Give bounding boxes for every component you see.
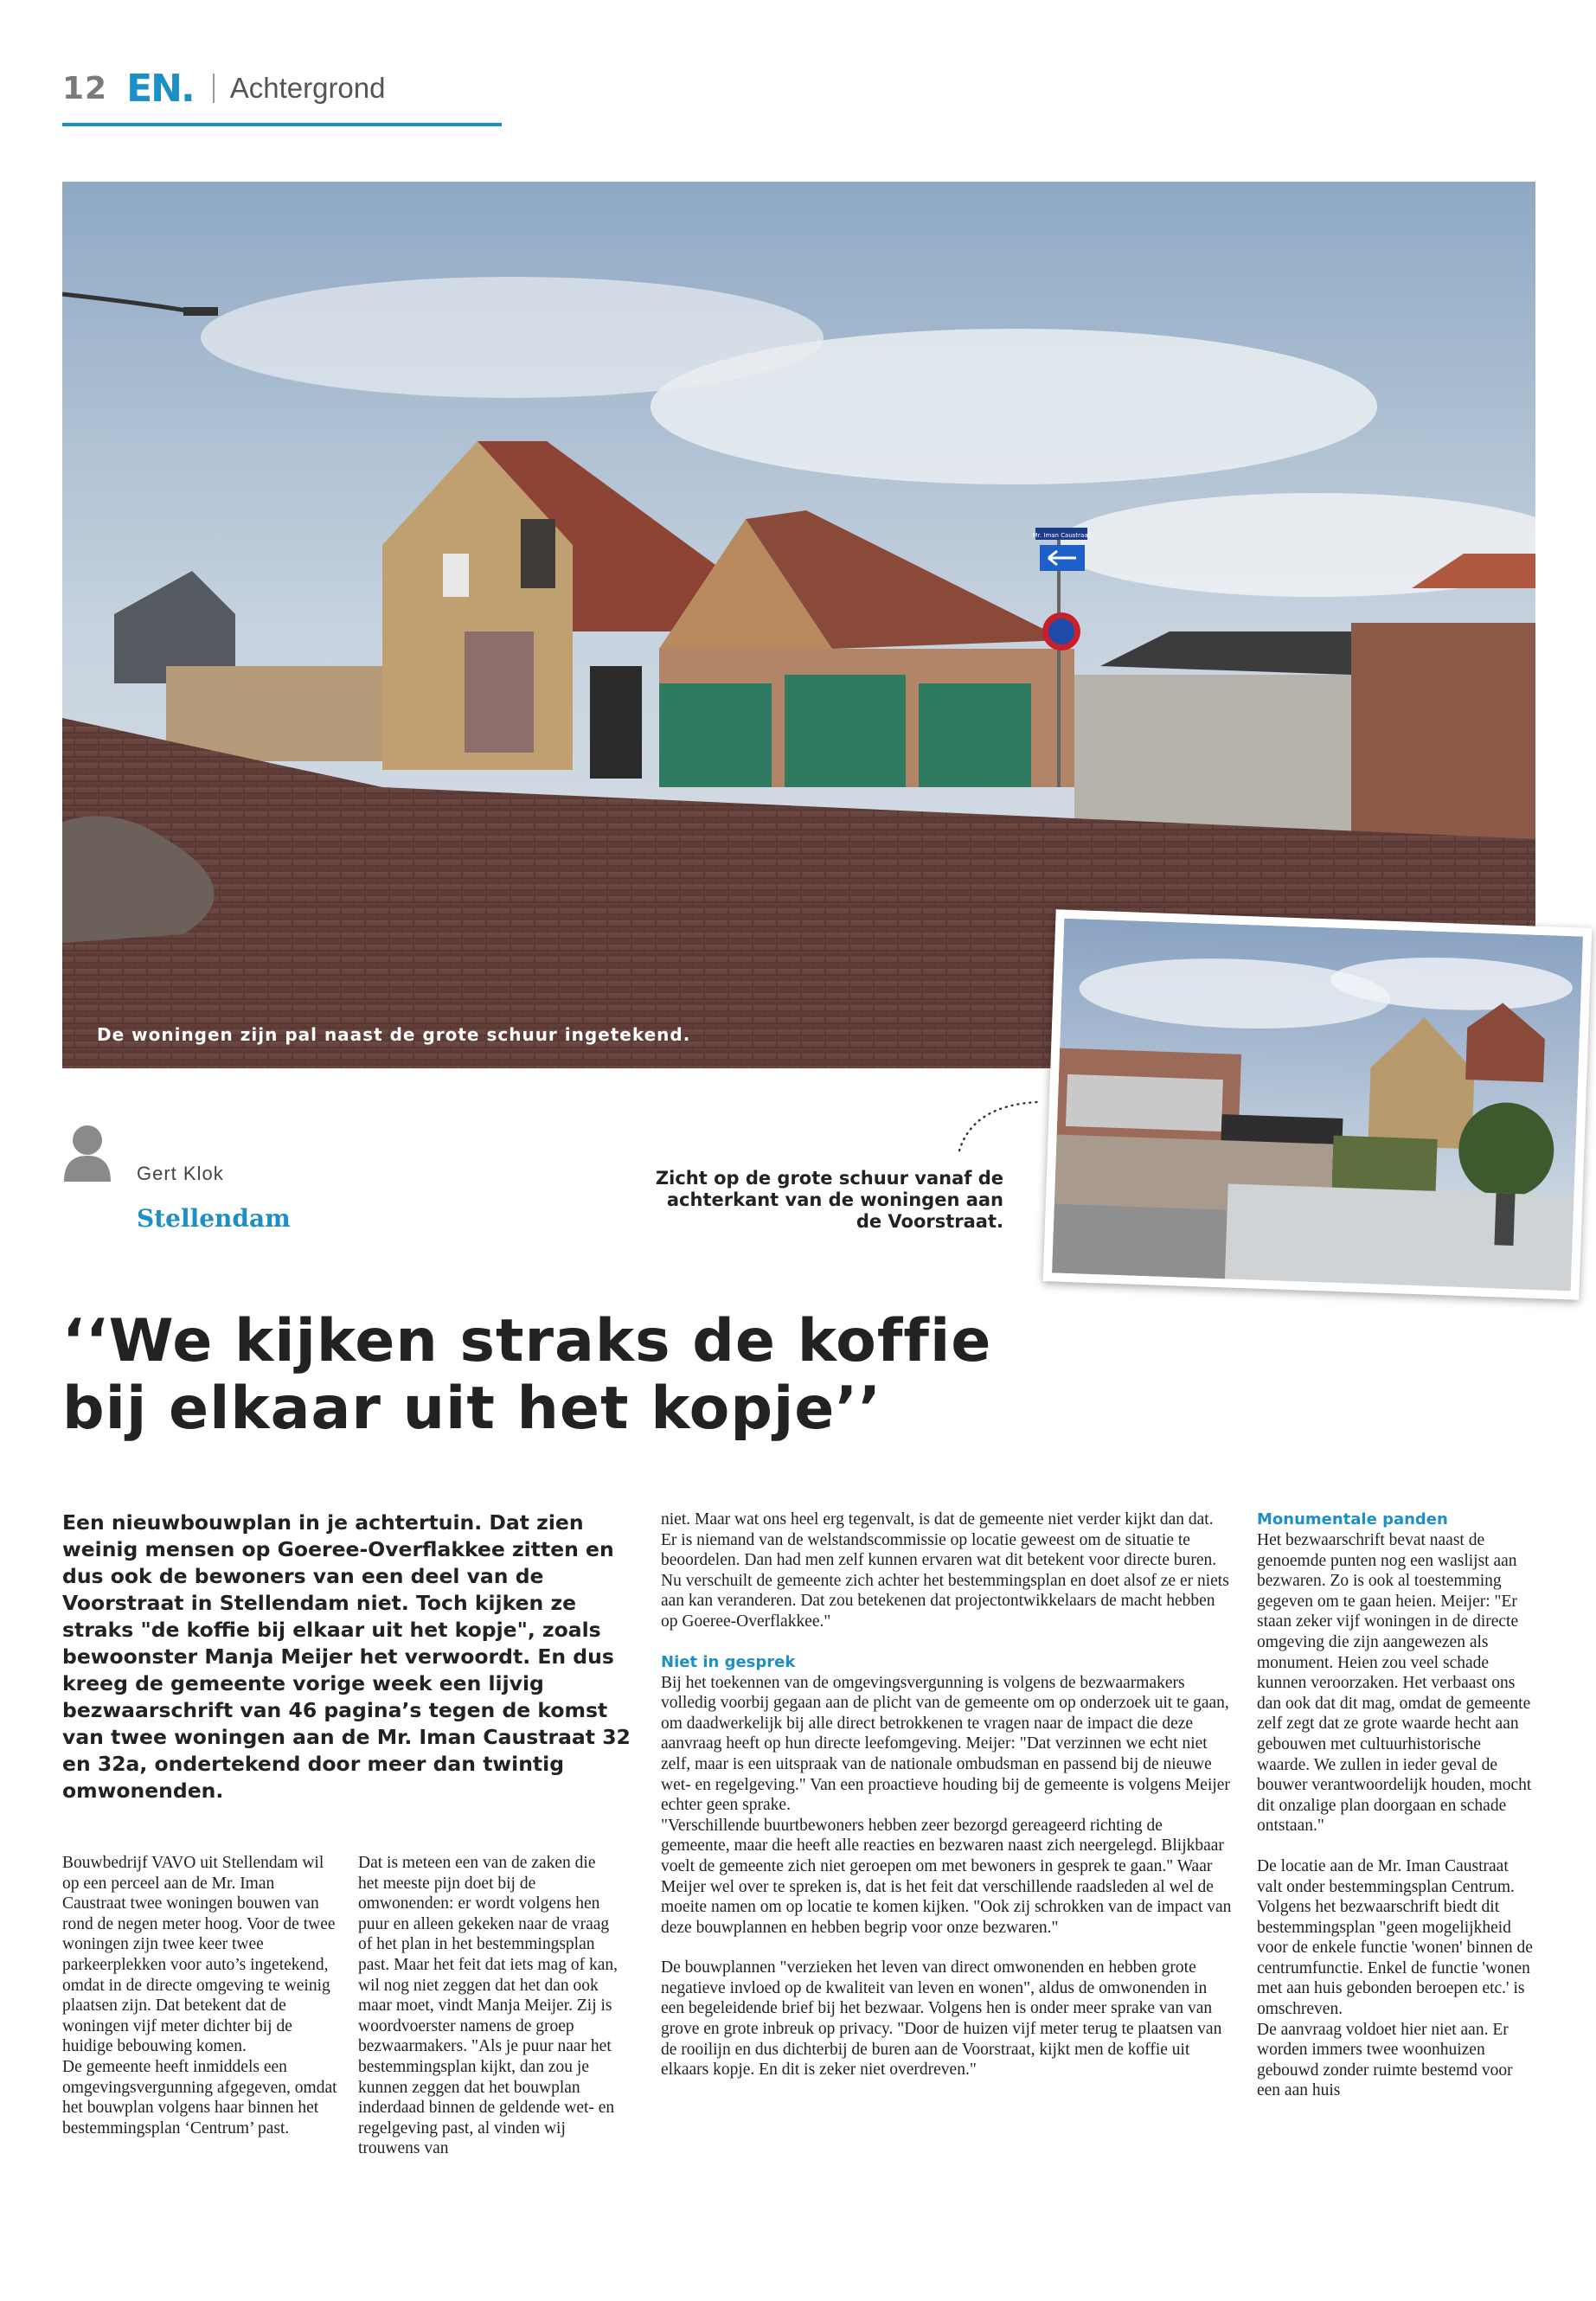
header-rule bbox=[62, 123, 502, 126]
header-divider bbox=[213, 74, 215, 103]
article-headline: ‘‘We kijken straks de koffie bij elkaar uit het kopje’’ bbox=[62, 1307, 992, 1443]
body-column-1 bbox=[62, 1853, 339, 2138]
paragraph: De aanvraag voldoet hier niet aan. Er worden immers twee woonhuizen gebouwd zonder ruimte bestemd voor een aan huis bbox=[1257, 2020, 1513, 2100]
paragraph: De locatie aan de Mr. Iman Caustraat valt onder bestemmingsplan Centrum. Volgens het bezwaarschrift biedt dit bestemmingsplan "geen mogelijkheid voor de enkele functie 'wonen' binnen de centrumfunctie. Enkel de functie 'wonen met aan huis gebonden beroepen etc.' is omschreven. bbox=[1257, 1856, 1533, 2019]
body-column-4 bbox=[1257, 1509, 1534, 2101]
page-number: 12 bbox=[62, 70, 108, 106]
paragraph: De bouwplannen "verzieken het leven van direct omwonenden en hebben grote negatieve invloed op de kwaliteit van leven en wonen", aldus de omwonenden in een begeleidende brief bij het bezwaar. Volgens hen is onder meer sprake van van grove en grote inbreuk op privacy. "Door de huizen vijf meter terug te plaatsen van de rooilijn en dus dichterbij de buren aan de Voorstraat, kijkt men de koffie uit elkaars kopje. En dit is zeker niet overdreven." bbox=[661, 1958, 1222, 2080]
author-avatar-icon bbox=[62, 1125, 112, 1182]
paragraph: Het bezwaarschrift bevat naast de genoemde punten nog een waslijst aan bezwaren. Zo is ook al toestemming gegeven om te gaan heien. Meijer: "Er staan zeker vijf woningen in de directe omgeving die zijn aangewezen als monument. Heien zou veel schade kunnen veroorzaken. Het verbaast ons dan ook dat dit mag, omdat de gemeente zelf zegt dat ze grote waarde hecht aan gebouwen met cultuurhistorische waarde. We zullen in ieder geval de bouwer verantwoordelijk houden, mocht dit onzalige plan doorgaan en schade ontstaan." bbox=[1257, 1531, 1532, 1836]
dateline-location: Stellendam bbox=[137, 1204, 291, 1233]
subheading-niet-in-gesprek: Niet in gesprek bbox=[661, 1652, 796, 1671]
paragraph: De gemeente heeft inmiddels een omgevingsvergunning afgegeven, omdat het bouwplan volgens haar binnen het bestemmingsplan ‘Centrum’ past. bbox=[62, 2057, 337, 2138]
paragraph: Bouwbedrijf VAVO uit Stellendam wil op een perceel aan de Mr. Iman Caustraat twee woningen bouwen van rond de negen meter hoog. Voor de twee woningen zijn twee keer twee parkeerplekken voor auto’s ingetekend, omdat in de directe omgeving te weinig plaatsen zijn. Dat betekent dat de woningen vijf meter dichter bij de huidige bebouwing komen. bbox=[62, 1854, 336, 2056]
author-name: Gert Klok bbox=[137, 1163, 224, 1184]
paragraph: "Verschillende buurtbewoners hebben zeer bezorgd gereageerd richting de gemeente, maar die heeft alle reacties en bezwaren naast zich neergelegd. Blijkbaar voelt de gemeente zich niet geroepen om met bewoners in gesprek te gaan." Waar Meijer wel over te spreken is, dat is het feit dat verschillende raadsleden al wel de moeite namen om op locatie te komen kijken. "Ook zij schrokken van de impact van deze bouwplannen en hebben begrip voor onze bezwaren." bbox=[661, 1816, 1232, 1937]
paragraph: Dat is meteen een van de zaken die het meeste pijn doet bij de omwonenden: er wordt volgens hen puur en alleen gekeken naar de vraag of het plan in het bestemmingsplan past. Maar het feit dat iets mag of kan, wil nog niet zeggen dat het dan ook maar moet, vindt Manja Meijer. Zij is woordvoerster namens de groep bezwaarmakers. "Als je puur naar het bestemmingsplan kijkt, dan zou je kunnen zeggen dat het bouwplan inderdaad binnen de geldende wet- en regelgeving past, al vinden wij trouwens van bbox=[358, 1854, 618, 2158]
subheading-monumentale-panden: Monumentale panden bbox=[1257, 1510, 1448, 1529]
inset-photo-caption: Zicht op de grote schuur vanaf de achterkant van de woningen aan de Voorstraat. bbox=[655, 1168, 1003, 1232]
page-header bbox=[62, 67, 386, 109]
street-sign-label: Mr. Iman Caustraat bbox=[1032, 532, 1091, 539]
inset-photo bbox=[1043, 909, 1593, 1299]
newspaper-logo: EN. bbox=[126, 66, 194, 111]
paragraph: Bij het toekennen van de omgevingsvergunning is volgens de bezwaarmakers volledig voorbij gegaan aan de plicht van de gemeente om op onderzoek uit te gaan, om daadwerkelijk bij alle direct betrokkenen te vragen naar de impact die deze aanvraag heeft op hun directe leefomgeving. Meijer: "Dat verzinnen we echt niet zelf, maar is een uitspraak van de nationale ombudsman en passend bij de nieuwe wet- en regelgeving." Van een proactieve houding bij de gemeente is volgens Meijer echter geen sprake. bbox=[661, 1673, 1230, 1815]
section-title: Achtergrond bbox=[229, 72, 386, 104]
body-column-2 bbox=[358, 1853, 618, 2159]
article-intro: Een nieuwbouwplan in je achtertuin. Dat zien weinig mensen op Goeree-Overflakkee zitten en dus ook de bewoners van een deel van de Voorstraat in Stellendam niet. Toch kijken ze straks "de koffie bij elkaar uit het kopje", zoals bewoonster Manja Meijer het verwoordt. En dus kreeg de gemeente vorige week een lijvig bezwaarschrift van 46 pagina’s tegen de komst van twee woningen aan de Mr. Iman Caustraat 32 en 32a, ondertekend door meer dan twintig omwonenden. bbox=[62, 1510, 631, 1803]
paragraph: niet. Maar wat ons heel erg tegenvalt, is dat de gemeente niet verder kijkt dan dat. Er is niemand van de welstandscommissie op locatie geweest om de situatie te beoordelen. Dan had men zelf kunnen ervaren wat dit betekent voor directe buren. Nu verschuilt de gemeente zich achter het bestemmingsplan en doet alsof ze er niets aan kan veranderen. Dat zou betekenen dat projectontwikkelaars de macht hebben op Goeree-Overflakkee." bbox=[661, 1510, 1229, 1631]
body-column-3 bbox=[661, 1509, 1232, 2080]
backyard-view-image bbox=[1052, 919, 1583, 1292]
dotted-connector bbox=[956, 1097, 1042, 1157]
main-photo-caption: De woningen zijn pal naast de grote schuur ingetekend. bbox=[97, 1024, 691, 1045]
